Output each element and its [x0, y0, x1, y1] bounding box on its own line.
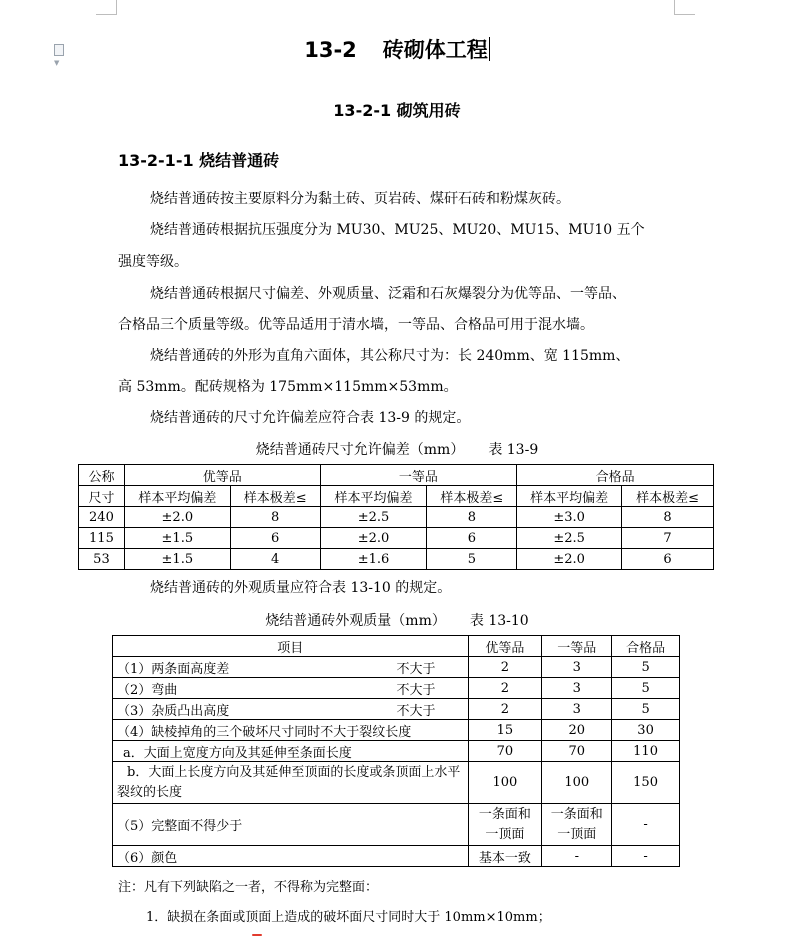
table-header: 样本平均偏差 — [124, 486, 230, 507]
table-cell: 5 — [612, 657, 680, 678]
table-header: 样本极差≤ — [427, 486, 517, 507]
table-row — [113, 762, 680, 804]
table-cell: 5 — [427, 549, 517, 570]
table-header: 样本极差≤ — [230, 486, 320, 507]
table-cell: 3 — [542, 678, 612, 699]
table-cell: 8 — [622, 507, 714, 528]
table-cell: 6 — [230, 528, 320, 549]
table-cell: （6）颜色 — [113, 846, 469, 867]
table-header: 项目 — [113, 636, 469, 657]
size-deviation-table — [78, 464, 714, 570]
table-cell: ±2.5 — [320, 507, 427, 528]
table-header: 优等品 — [124, 465, 320, 486]
table-header: 优等品 — [468, 636, 542, 657]
table-cell: ±2.0 — [124, 507, 230, 528]
table-cell: 7 — [622, 528, 714, 549]
table-cell: 4 — [230, 549, 320, 570]
table-header: 合格品 — [517, 465, 714, 486]
table-row — [79, 528, 714, 549]
table-row — [113, 846, 680, 867]
table-cell: 70 — [542, 741, 612, 762]
table-cell: 3 — [542, 657, 612, 678]
table1-caption: 烧结普通砖尺寸允许偏差（mm） 表 13-9 — [255, 442, 539, 458]
table-cell: ±2.5 — [517, 528, 622, 549]
table-cell: ±2.0 — [517, 549, 622, 570]
table-cell: （5）完整面不得少于 — [113, 804, 469, 846]
table-row — [79, 549, 714, 570]
table-header: 样本平均偏差 — [517, 486, 622, 507]
table-cell: （1）两条面高度差 不大于 — [113, 657, 469, 678]
table-header: 尺寸 — [79, 486, 125, 507]
chapter-heading — [0, 34, 794, 64]
table-header: 样本平均偏差 — [320, 486, 427, 507]
paragraph-strength-line2: 强度等级。 — [118, 254, 188, 270]
table-cell: 3 — [542, 699, 612, 720]
table-cell: （4）缺棱掉角的三个破坏尺寸同时不大于裂纹长度 — [113, 720, 469, 741]
paragraph-table9-ref: 烧结普通砖的尺寸允许偏差应符合表 13-9 的规定。 — [150, 410, 471, 426]
table-row — [113, 657, 680, 678]
table-header: 合格品 — [612, 636, 680, 657]
table2-caption: 烧结普通砖外观质量（mm） 表 13-10 — [265, 613, 529, 629]
table-cell: 6 — [427, 528, 517, 549]
table-cell: 53 — [79, 549, 125, 570]
appearance-quality-table — [112, 635, 680, 867]
table-cell: - — [612, 804, 680, 846]
text-cursor — [489, 37, 490, 61]
table-cell: 基本一致 — [468, 846, 542, 867]
table-cell: ±2.0 — [320, 528, 427, 549]
paragraph-main-materials: 烧结普通砖按主要原料分为黏土砖、页岩砖、煤矸石砖和粉煤灰砖。 — [150, 191, 570, 207]
table-cell: 8 — [427, 507, 517, 528]
table-cell: 一条面和一顶面 — [468, 804, 542, 846]
table-cell: a．大面上宽度方向及其延伸至条面长度 — [113, 741, 469, 762]
page-corner-mark-left — [96, 0, 117, 15]
table-cell: 8 — [230, 507, 320, 528]
subsection-heading: 13-2-1-1 烧结普通砖 — [118, 151, 280, 170]
paragraph-shape-line1: 烧结普通砖的外形为直角六面体，其公称尺寸为：长 240mm、宽 115mm、 — [150, 348, 630, 364]
table-cell: - — [542, 846, 612, 867]
table-cell: 一条面和一顶面 — [542, 804, 612, 846]
table-cell: 240 — [79, 507, 125, 528]
table-cell: 110 — [612, 741, 680, 762]
table-header: 样本极差≤ — [622, 486, 714, 507]
table-cell: 30 — [612, 720, 680, 741]
table-cell: 100 — [468, 762, 542, 804]
table-header: 一等品 — [542, 636, 612, 657]
table-cell: 5 — [612, 678, 680, 699]
page-corner-mark-right — [674, 0, 695, 15]
table-cell: （2）弯曲 不大于 — [113, 678, 469, 699]
table-cell: - — [612, 846, 680, 867]
table-row — [79, 507, 714, 528]
paragraph-grades-line1: 烧结普通砖根据尺寸偏差、外观质量、泛霜和石灰爆裂分为优等品、一等品、 — [150, 286, 626, 302]
table-cell: 2 — [468, 657, 542, 678]
table-cell: 100 — [542, 762, 612, 804]
spellcheck-mark — [252, 934, 262, 936]
table-cell: 2 — [468, 678, 542, 699]
heading-title: 砖砌体工程 — [382, 38, 488, 62]
table-header: 公称 — [79, 465, 125, 486]
heading-number: 13-2 — [304, 38, 357, 62]
table-header: 一等品 — [320, 465, 517, 486]
table-cell: （3）杂质凸出高度 不大于 — [113, 699, 469, 720]
table-row — [113, 678, 680, 699]
table-cell: ±1.6 — [320, 549, 427, 570]
paragraph-shape-line2: 高 53mm。配砖规格为 175mm×115mm×53mm。 — [118, 379, 458, 395]
table-cell: ±1.5 — [124, 528, 230, 549]
table-cell: 20 — [542, 720, 612, 741]
table-row — [113, 699, 680, 720]
table-cell: 70 — [468, 741, 542, 762]
table-cell: b．大面上长度方向及其延伸至顶面的长度或条顶面上水平裂纹的长度 — [113, 762, 469, 804]
paragraph-grades-line2: 合格品三个质量等级。优等品适用于清水墙，一等品、合格品可用于混水墙。 — [118, 317, 594, 333]
table-cell: 115 — [79, 528, 125, 549]
table-cell: ±1.5 — [124, 549, 230, 570]
table-cell: 5 — [612, 699, 680, 720]
table-cell: 6 — [622, 549, 714, 570]
note-title: 注：凡有下列缺陷之一者，不得称为完整面： — [118, 880, 379, 895]
table-cell: 2 — [468, 699, 542, 720]
table-row — [113, 804, 680, 846]
paragraph-table10-ref: 烧结普通砖的外观质量应符合表 13-10 的规定。 — [150, 580, 452, 596]
table-cell: ±3.0 — [517, 507, 622, 528]
document-icon[interactable]: ▼ — [54, 43, 72, 57]
note-item-1: 1．缺损在条面或顶面上造成的破坏面尺寸同时大于 10mm×10mm； — [146, 910, 551, 925]
table-row — [113, 741, 680, 762]
table-row — [113, 720, 680, 741]
paragraph-strength-line1: 烧结普通砖根据抗压强度分为 MU30、MU25、MU20、MU15、MU10 五个 — [150, 222, 645, 238]
table-cell: 15 — [468, 720, 542, 741]
section-heading: 13-2-1 砌筑用砖 — [333, 101, 461, 120]
table-cell: 150 — [612, 762, 680, 804]
